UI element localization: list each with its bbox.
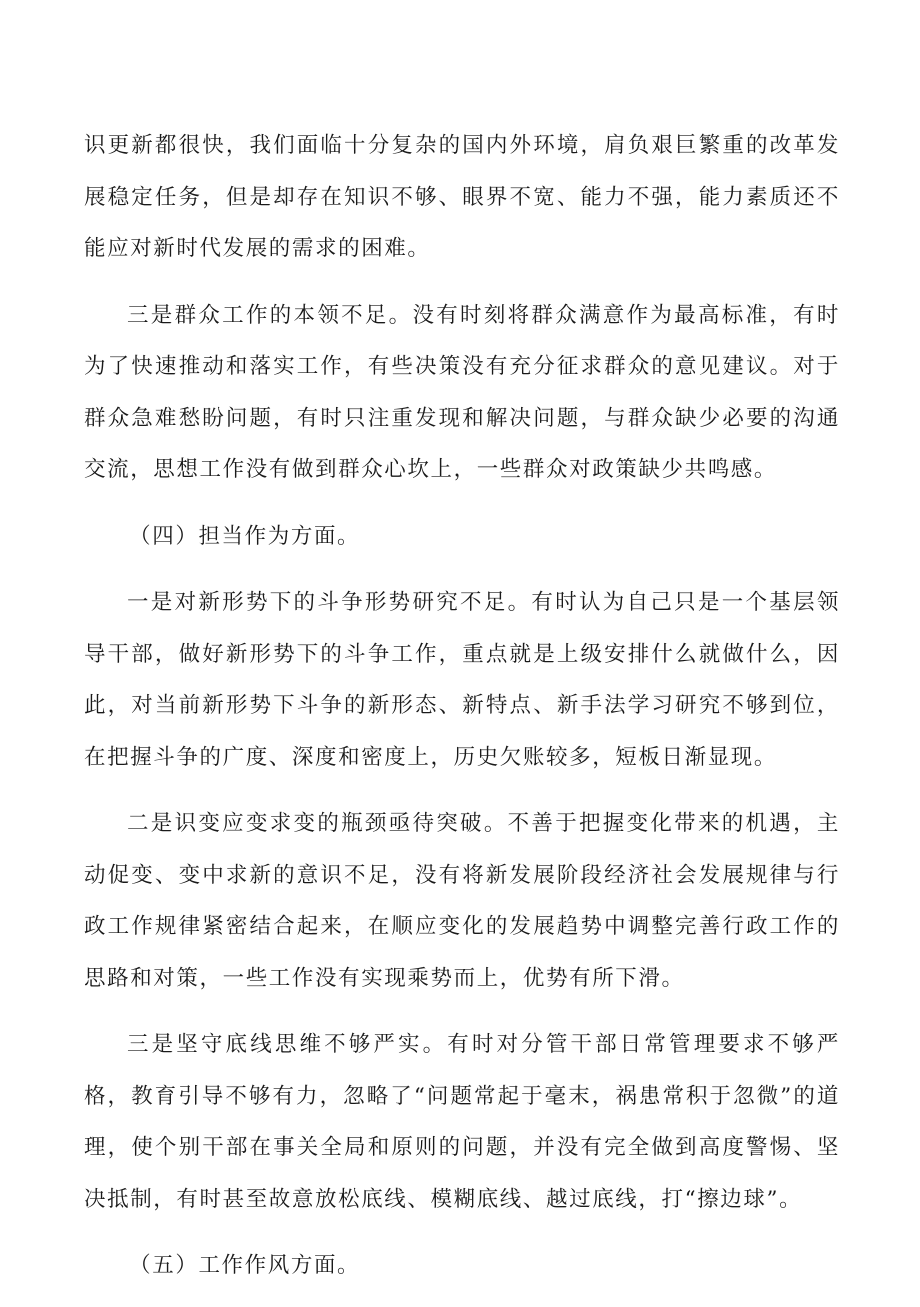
paragraph-adapt-to-change: 二是识变应变求变的瓶颈亟待突破。不善于把握变化带来的机遇，主动促变、变中求新的意识不足，没有将新发展阶段经济社会发展规律与行政工作规律紧密结合起来，在顺应变化的发展趋势中调整完善行政工作的思路和对策，一些工作没有实现乘势而上，优势有所下滑。	[84, 811, 840, 991]
paragraph-mass-work: 三是群众工作的本领不足。没有时刻将群众满意作为最高标准，有时为了快速推动和落实工作，有些决策没有充分征求群众的意见建议。对于群众急难愁盼问题，有时只注重发现和解决问题，与群众缺少必要的沟通交流，思想工作没有做到群众心坎上，一些群众对政策缺少共鸣感。	[84, 302, 840, 482]
section-heading-work-style: （五）工作作风方面。	[129, 1253, 361, 1278]
paragraph-continuation: 识更新都很快，我们面临十分复杂的国内外环境，肩负艰巨繁重的改革发展稳定任务，但是却存在知识不够、眼界不宽、能力不强，能力素质还不能应对新时代发展的需求的困难。	[84, 133, 840, 261]
section-heading-responsibility: （四）担当作为方面。	[129, 523, 361, 549]
document-body	[84, 120, 840, 1307]
paragraph-struggle-research: 一是对新形势下的斗争形势研究不足。有时认为自己只是一个基层领导干部，做好新形势下的斗争工作，重点就是上级安排什么就做什么，因此，对当前新形势下斗争的新形态、新特点、新手法学习研究不够到位，在把握斗争的广度、深度和密度上，历史欠账较多，短板日渐显现。	[84, 590, 840, 770]
paragraph-bottom-line: 三是坚守底线思维不够严实。有时对分管干部日常管理要求不够严格，教育引导不够有力，忽略了“问题常起于毫末，祸患常积于忽微”的道理，使个别干部在事关全局和原则的问题，并没有完全做到高度警惕、坚决抵制，有时甚至故意放松底线、模糊底线、越过底线，打“擦边球”。	[84, 1032, 840, 1212]
